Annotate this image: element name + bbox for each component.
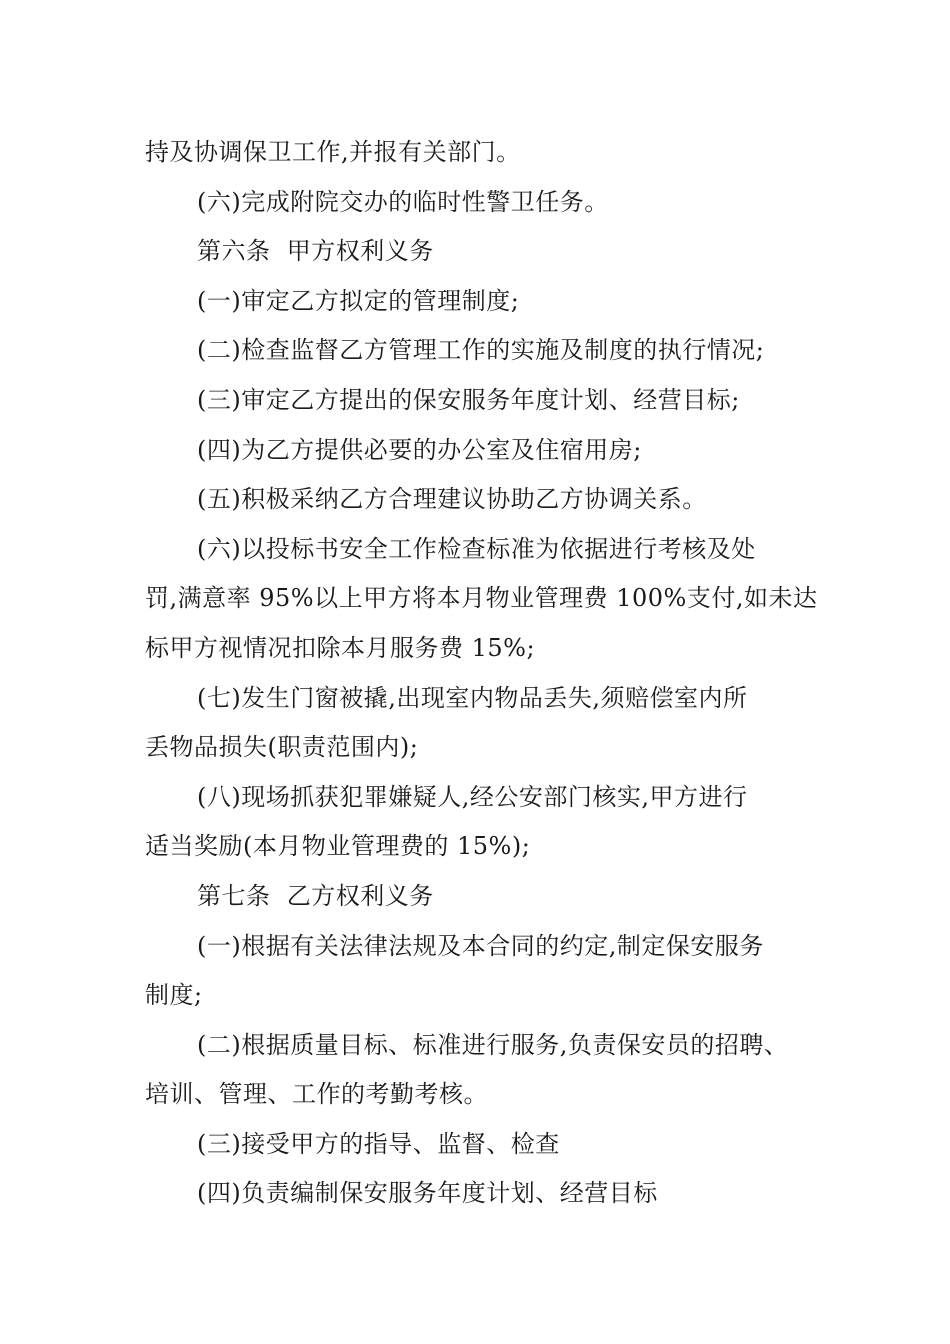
text-line: (七)发生门窗被撬,出现室内物品丢失,须赔偿室内所 xyxy=(197,683,748,712)
text-line: (四)负责编制保安服务年度计划、经营目标 xyxy=(197,1179,658,1208)
text-line: 罚,满意率 95%以上甲方将本月物业管理费 100%支付,如未达 xyxy=(145,584,818,613)
text-line: (八)现场抓获犯罪嫌疑人,经公安部门核实,甲方进行 xyxy=(197,782,748,811)
text-line: (三)审定乙方提出的保安服务年度计划、经营目标; xyxy=(197,385,740,414)
text-line: (四)为乙方提供必要的办公室及住宿用房; xyxy=(197,435,642,464)
section-heading: 第六条 甲方权利义务 xyxy=(197,237,434,266)
text-line: (一)审定乙方拟定的管理制度; xyxy=(197,286,520,315)
text-line: 标甲方视情况扣除本月服务费 15%; xyxy=(145,633,536,662)
text-line: (六)以投标书安全工作检查标准为依据进行考核及处 xyxy=(197,534,756,563)
text-line: 持及协调保卫工作,并报有关部门。 xyxy=(145,138,521,166)
text-line: 适当奖励(本月物业管理费的 15%); xyxy=(145,832,531,861)
text-line: (二)根据质量目标、标准进行服务,负责保安员的招聘、 xyxy=(197,1030,789,1059)
text-line: (三)接受甲方的指导、监督、检查 xyxy=(197,1129,560,1158)
text-line: (五)积极采纳乙方合理建议协助乙方协调关系。 xyxy=(197,485,707,514)
document-body xyxy=(145,128,818,1219)
text-line: (二)检查监督乙方管理工作的实施及制度的执行情况; xyxy=(197,336,765,365)
text-line: 制度; xyxy=(145,981,203,1010)
text-line: 培训、管理、工作的考勤考核。 xyxy=(145,1080,488,1109)
text-line: (一)根据有关法律法规及本合同的约定,制定保安服务 xyxy=(197,931,764,960)
section-heading: 第七条 乙方权利义务 xyxy=(197,881,434,910)
text-line: 丢物品损失(职责范围内); xyxy=(145,733,419,762)
text-line: (六)完成附院交办的临时性警卫任务。 xyxy=(197,187,609,216)
